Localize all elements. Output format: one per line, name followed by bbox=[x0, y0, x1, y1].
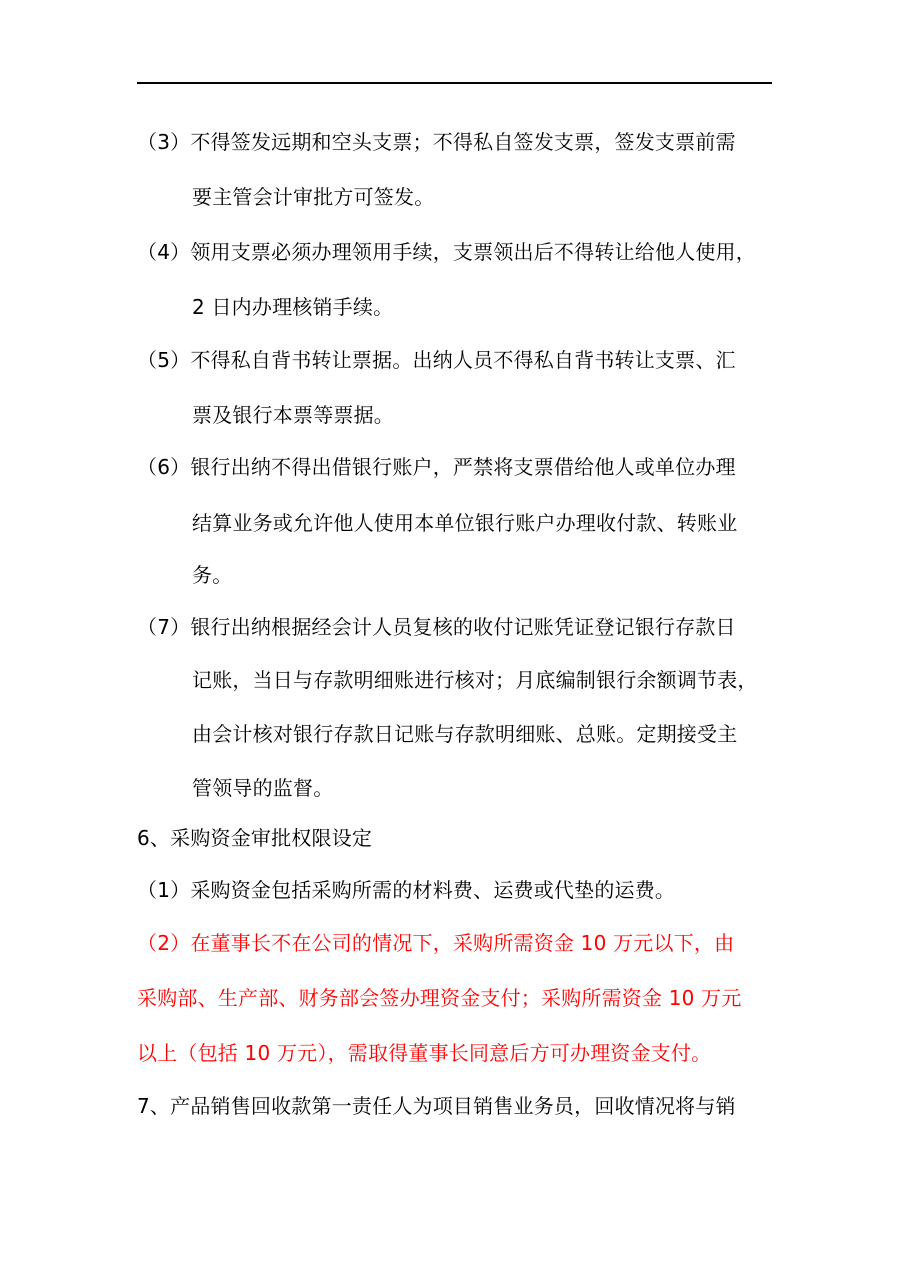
section-7-line-1: 7、产品销售回收款第一责任人为项目销售业务员，回收情况将与销 bbox=[137, 1094, 736, 1118]
rule-7-line-3: 由会计核对银行存款日记账与存款明细账、总账。定期接受主 bbox=[192, 722, 738, 746]
section-6-item-1: （1）采购资金包括采购所需的材料费、运费或代垫的运费。 bbox=[137, 878, 676, 902]
rule-5-line-2: 票及银行本票等票据。 bbox=[192, 403, 394, 427]
rule-4-line-2: 2 日内办理核销手续。 bbox=[192, 295, 394, 319]
rule-6-line-3: 务。 bbox=[192, 563, 233, 587]
header-rule bbox=[137, 82, 772, 84]
section-6-item-2-line-3: 以上（包括 10 万元），需取得董事长同意后方可办理资金支付。 bbox=[137, 1041, 712, 1065]
section-6-item-2-line-2: 采购部、生产部、财务部会签办理资金支付；采购所需资金 10 万元 bbox=[137, 986, 742, 1010]
section-6-heading: 6、采购资金审批权限设定 bbox=[137, 826, 373, 850]
section-6-item-2-line-1: （2）在董事长不在公司的情况下，采购所需资金 10 万元以下，由 bbox=[137, 931, 735, 955]
rule-3-line-2: 要主管会计审批方可签发。 bbox=[192, 185, 435, 209]
rule-3-line-1: （3）不得签发远期和空头支票；不得私自签发支票，签发支票前需 bbox=[137, 130, 736, 154]
rule-6-line-1: （6）银行出纳不得出借银行账户，严禁将支票借给他人或单位办理 bbox=[137, 455, 736, 479]
rule-7-line-2: 记账，当日与存款明细账进行核对；月底编制银行余额调节表， bbox=[192, 668, 758, 692]
rule-7-line-1: （7）银行出纳根据经会计人员复核的收付记账凭证登记银行存款日 bbox=[137, 615, 736, 639]
rule-7-line-4: 管领导的监督。 bbox=[192, 776, 334, 800]
rule-4-line-1: （4）领用支票必须办理领用手续，支票领出后不得转让给他人使用， bbox=[137, 240, 756, 264]
rule-5-line-1: （5）不得私自背书转让票据。出纳人员不得私自背书转让支票、汇 bbox=[137, 348, 736, 372]
rule-6-line-2: 结算业务或允许他人使用本单位银行账户办理收付款、转账业 bbox=[192, 511, 738, 535]
